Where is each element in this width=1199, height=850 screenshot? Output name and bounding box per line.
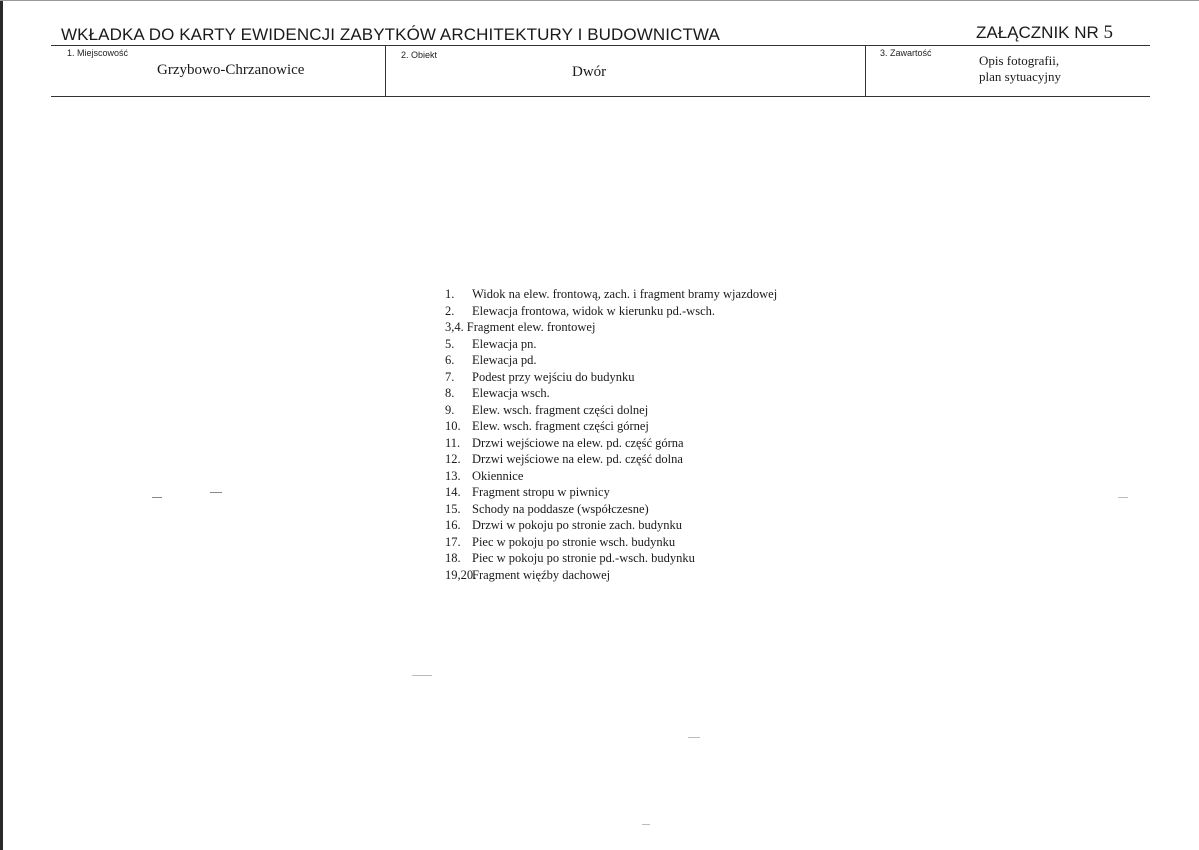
item-text: Fragment elew. frontowej bbox=[466, 320, 596, 334]
item-number: 5. bbox=[445, 336, 455, 351]
header-bottom-rule bbox=[51, 96, 1150, 97]
item-text: Piec w pokoju po stronie wsch. budynku bbox=[472, 534, 676, 549]
object-label: 2. Obiekt bbox=[401, 50, 438, 60]
scan-speck bbox=[1118, 497, 1128, 498]
list-item bbox=[445, 517, 777, 534]
item-text: Widok na elew. frontową, zach. i fragment bramy wjazdowej bbox=[472, 287, 778, 301]
column-divider-2 bbox=[865, 45, 866, 97]
item-number: 12. bbox=[445, 452, 461, 466]
item-number: 11. bbox=[445, 435, 461, 450]
annex-number: 5 bbox=[1103, 22, 1114, 43]
photo-description-list bbox=[445, 286, 777, 583]
list-item bbox=[445, 336, 777, 353]
list-item bbox=[445, 484, 777, 501]
item-text: Fragment więźby dachowej bbox=[472, 567, 611, 582]
contents-value-line-2: plan sytuacyjny bbox=[979, 69, 1061, 84]
item-text: Drzwi wejściowe na elew. pd. część górna bbox=[472, 435, 684, 450]
item-number: 9. bbox=[445, 402, 455, 417]
item-number: 3,4. bbox=[445, 320, 464, 334]
annex-label bbox=[976, 22, 1113, 44]
contents-value-line-1: Opis fotografii, bbox=[979, 53, 1060, 68]
list-item bbox=[445, 369, 777, 386]
scan-speck bbox=[210, 492, 222, 493]
item-number: 14. bbox=[445, 485, 461, 499]
locality-label: 1. Miejscowość bbox=[67, 48, 129, 58]
item-number: 1. bbox=[445, 287, 455, 301]
item-text: Elewacja pd. bbox=[472, 353, 537, 367]
scan-edge-top bbox=[0, 0, 1199, 1]
contents-label: 3. Zawartość bbox=[880, 48, 932, 58]
object-value: Dwór bbox=[572, 64, 607, 80]
locality-value: Grzybowo-Chrzanowice bbox=[157, 62, 305, 78]
item-number: 10. bbox=[445, 419, 461, 433]
item-text: Piec w pokoju po stronie pd.-wsch. budynku bbox=[472, 551, 695, 565]
list-item bbox=[445, 451, 777, 468]
item-number: 18. bbox=[445, 551, 461, 565]
item-number: 15. bbox=[445, 501, 461, 516]
list-item bbox=[445, 418, 777, 435]
annex-label-text: ZAŁĄCZNIK NR bbox=[976, 23, 1099, 42]
item-text: Drzwi wejściowe na elew. pd. część dolna bbox=[472, 452, 683, 466]
list-item bbox=[445, 385, 777, 402]
column-divider-1 bbox=[385, 45, 386, 97]
list-item bbox=[445, 319, 777, 336]
list-item bbox=[445, 286, 777, 303]
item-text: Fragment stropu w piwnicy bbox=[472, 485, 610, 499]
scan-speck bbox=[152, 497, 162, 498]
item-text: Schody na poddasze (współczesne) bbox=[472, 501, 649, 516]
scan-speck bbox=[642, 824, 650, 825]
item-text: Drzwi w pokoju po stronie zach. budynku bbox=[472, 518, 683, 532]
list-item bbox=[445, 402, 777, 419]
item-text: Elewacja pn. bbox=[472, 336, 537, 351]
document-title: WKŁADKA DO KARTY EWIDENCJI ZABYTKÓW ARCHITEKTURY I BUDOWNICTWA bbox=[61, 25, 720, 44]
scan-speck bbox=[412, 675, 432, 676]
item-text: Elewacja frontowa, widok w kierunku pd.-wsch. bbox=[472, 303, 715, 318]
list-item bbox=[445, 567, 777, 584]
list-item bbox=[445, 501, 777, 518]
item-text: Okiennice bbox=[472, 468, 524, 483]
scan-edge-left bbox=[0, 0, 3, 850]
item-text: Elewacja wsch. bbox=[472, 386, 550, 400]
item-number: 6. bbox=[445, 353, 455, 367]
item-text: Podest przy wejściu do budynku bbox=[472, 369, 635, 384]
item-number: 17. bbox=[445, 534, 461, 549]
list-item bbox=[445, 534, 777, 551]
list-item bbox=[445, 550, 777, 567]
item-number: 7. bbox=[445, 369, 455, 384]
list-item bbox=[445, 435, 777, 452]
list-item bbox=[445, 303, 777, 320]
item-number: 16. bbox=[445, 518, 461, 532]
item-number: 8. bbox=[445, 386, 455, 400]
item-number: 2. bbox=[445, 303, 455, 318]
header-top-rule bbox=[51, 45, 1150, 46]
item-text: Elew. wsch. fragment części dolnej bbox=[472, 402, 649, 417]
list-item bbox=[445, 468, 777, 485]
item-number: 13. bbox=[445, 468, 461, 483]
list-item bbox=[445, 352, 777, 369]
scan-speck bbox=[688, 737, 700, 738]
item-text: Elew. wsch. fragment części górnej bbox=[472, 419, 649, 433]
item-number: 19,20. bbox=[445, 567, 477, 582]
